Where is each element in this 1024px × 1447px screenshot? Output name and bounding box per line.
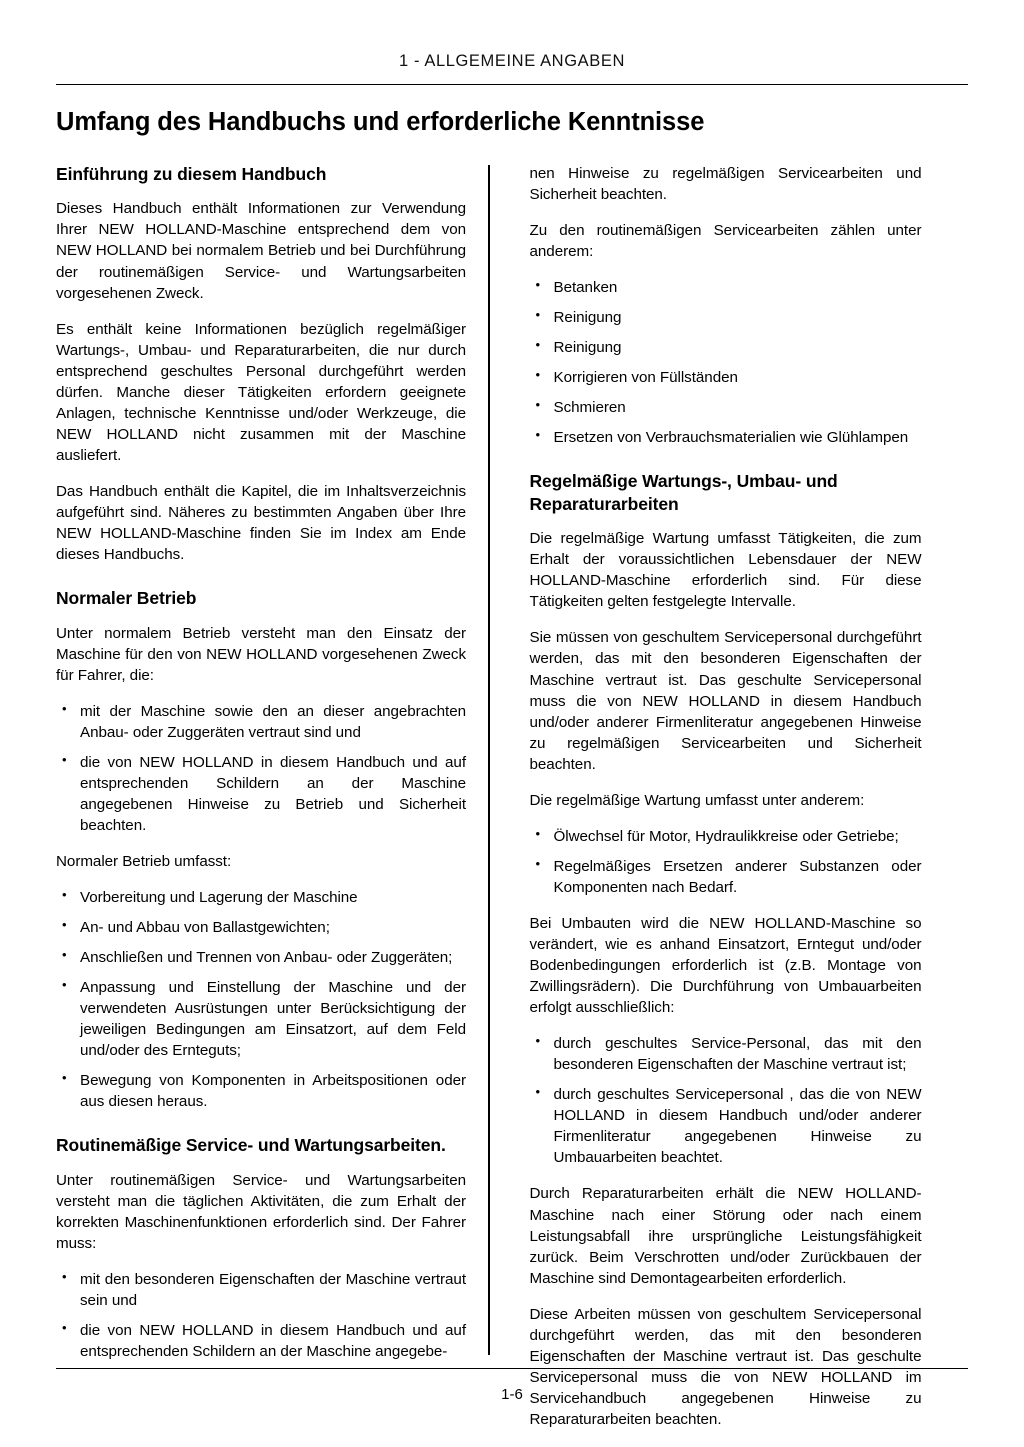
- bullet-list: [56, 887, 466, 1112]
- heading-regelmaessige-wartung: Regelmäßige Wartungs-, Umbau- und Reparaturarbeiten: [529, 471, 838, 514]
- list-item: • durch geschultes Servicepersonal , das die von NEW HOLLAND in diesem Handbuch und/oder anderer Firmenliteratur angegebenen Hinweise zu Umbauarbeiten beachtet.: [530, 1084, 922, 1168]
- list-item: • Ölwechsel für Motor, Hydraulikkreise oder Getriebe;: [530, 826, 922, 847]
- page-title: Umfang des Handbuchs und erforderliche Kenntnisse: [56, 108, 705, 136]
- paragraph: Die regelmäßige Wartung umfasst unter anderem:: [529, 791, 865, 809]
- list-item: • mit den besonderen Eigenschaften der Maschine vertraut sein und: [56, 1269, 466, 1311]
- heading-normaler-betrieb: Normaler Betrieb: [56, 588, 197, 609]
- bullet-list: [530, 1033, 922, 1168]
- list-item: • Korrigieren von Füllständen: [530, 367, 922, 388]
- paragraph: Dieses Handbuch enthält Informationen zur Verwendung Ihrer NEW HOLLAND-Maschine entsprechend dem von NEW HOLLAND bei normalem Betrieb und bei Durchführung der routinemäßigen Service- und Wartungsarbeiten vorgesehenen Zweck.: [56, 200, 466, 302]
- list-item: • Schmieren: [530, 397, 922, 418]
- paragraph: Unter routinemäßigen Service- und Wartungsarbeiten versteht man die täglichen Aktivitäten, die zum Erhalt der korrekten Maschinenfunktionen erforderlich sind. Der Fahrer muss:: [56, 1171, 466, 1252]
- paragraph: Es enthält keine Informationen bezüglich regelmäßiger Wartungs-, Umbau- und Reparaturarbeiten, die nur durch entsprechend geschultes Personal durchgeführt werden dürfen. Manche dieser Tätigkeiten erfordern geeignete Anlagen, technische Kenntnisse und/oder Werkzeuge, die NEW HOLLAND nicht zusammen mit der Maschine ausliefert.: [56, 320, 466, 464]
- list-item: • die von NEW HOLLAND in diesem Handbuch und auf entsprechenden Schildern an der Maschine angegebenen Hinweise zu Betrieb und Sicherheit beachten.: [56, 752, 466, 836]
- list-item: • Reinigung: [530, 337, 922, 358]
- paragraph: Durch Reparaturarbeiten erhält die NEW HOLLAND-Maschine nach einer Störung oder nach einem Leistungsabfall ihre ursprüngliche Leistungsfähigkeit zurück. Beim Verschrotten und/oder Zurückbauen der Maschine sind Demontagearbeiten erforderlich.: [529, 1185, 922, 1287]
- paragraph: Unter normalem Betrieb versteht man den Einsatz der Maschine für den von NEW HOLLAND vorgesehenen Zweck für Fahrer, die:: [56, 624, 466, 684]
- header-divider: [56, 84, 968, 85]
- paragraph: Die regelmäßige Wartung umfasst Tätigkeiten, die zum Erhalt der voraussichtlichen Lebensdauer der NEW HOLLAND-Maschine erforderlich sind. Für diese Tätigkeiten gelten festgelegte Intervalle.: [529, 530, 922, 611]
- list-item: • An- und Abbau von Ballastgewichten;: [56, 917, 466, 938]
- list-item: • mit der Maschine sowie den an dieser angebrachten Anbau- oder Zuggeräten vertraut sind und: [56, 701, 466, 743]
- heading-einfuehrung: Einführung zu diesem Handbuch: [56, 164, 327, 184]
- bullet-list: [530, 826, 922, 898]
- running-head: 1 - ALLGEMEINE ANGABEN: [399, 52, 625, 70]
- bullet-list: [56, 701, 466, 836]
- list-item: • die von NEW HOLLAND in diesem Handbuch und auf entsprechenden Schildern an der Maschine angegebe-: [56, 1320, 466, 1362]
- list-item: • Anschließen und Trennen von Anbau- oder Zuggeräten;: [56, 947, 466, 968]
- paragraph: Zu den routinemäßigen Servicearbeiten zählen unter anderem:: [529, 222, 922, 261]
- paragraph: Normaler Betrieb umfasst:: [56, 852, 232, 870]
- list-item: • Ersetzen von Verbrauchsmaterialien wie Glühlampen: [530, 427, 922, 448]
- list-item: • Regelmäßiges Ersetzen anderer Substanzen oder Komponenten nach Bedarf.: [530, 856, 922, 898]
- list-item: • Anpassung und Einstellung der Maschine und der verwendeten Ausrüstungen unter Berücksichtigung der jeweiligen Bedingungen am Einsatzort, auf dem Feld und/oder des Ernteguts;: [56, 977, 466, 1061]
- paragraph: Sie müssen von geschultem Servicepersonal durchgeführt werden, das mit den besonderen Eigenschaften der Maschine vertraut ist. Das geschulte Servicepersonal muss die von NEW HOLLAND in diesem Handbuch und/oder anderer Firmenliteratur angegebenen Hinweise zu regelmäßigen Servicearbeiten und Sicherheit beachten.: [529, 629, 922, 773]
- bullet-list: [56, 1269, 466, 1362]
- left-column: [56, 163, 488, 1361]
- heading-routinemaessige-service: Routinemäßige Service- und Wartungsarbeiten.: [56, 1135, 446, 1156]
- list-item: • Reinigung: [530, 307, 922, 328]
- paragraph: nen Hinweise zu regelmäßigen Servicearbeiten und Sicherheit beachten.: [529, 165, 922, 204]
- list-item: • Vorbereitung und Lagerung der Maschine: [56, 887, 466, 908]
- paragraph: Bei Umbauten wird die NEW HOLLAND-Maschine so verändert, wie es anhand Einsatzort, Erntegut und/oder Bodenbedingungen erforderlich ist (z.B. Montage von Zwillingsrädern). Die Durchführung von Umbauarbeiten erfolgt ausschließlich:: [529, 914, 922, 1017]
- list-item: • Betanken: [530, 277, 922, 298]
- list-item: • Bewegung von Komponenten in Arbeitspositionen oder aus diesen heraus.: [56, 1070, 466, 1112]
- paragraph: Das Handbuch enthält die Kapitel, die im Inhaltsverzeichnis aufgeführt sind. Näheres zu bestimmten Angaben über Ihre NEW HOLLAND-Maschine finden Sie im Index am Ende dieses Handbuchs.: [56, 482, 466, 564]
- list-item: • durch geschultes Service-Personal, das mit den besonderen Eigenschaften der Maschine vertraut ist;: [530, 1033, 922, 1075]
- bullet-list: [530, 277, 922, 448]
- footer-divider: [56, 1368, 968, 1369]
- page-number: 1-6: [501, 1386, 523, 1403]
- paragraph: Diese Arbeiten müssen von geschultem Servicepersonal durchgeführt werden, das mit den besonderen Eigenschaften der Maschine vertraut ist. Das geschulte Servicepersonal muss die von NEW HOLLAND im Servicehandbuch angegebenen Hinweise zu Reparaturarbeiten beachten.: [529, 1305, 922, 1428]
